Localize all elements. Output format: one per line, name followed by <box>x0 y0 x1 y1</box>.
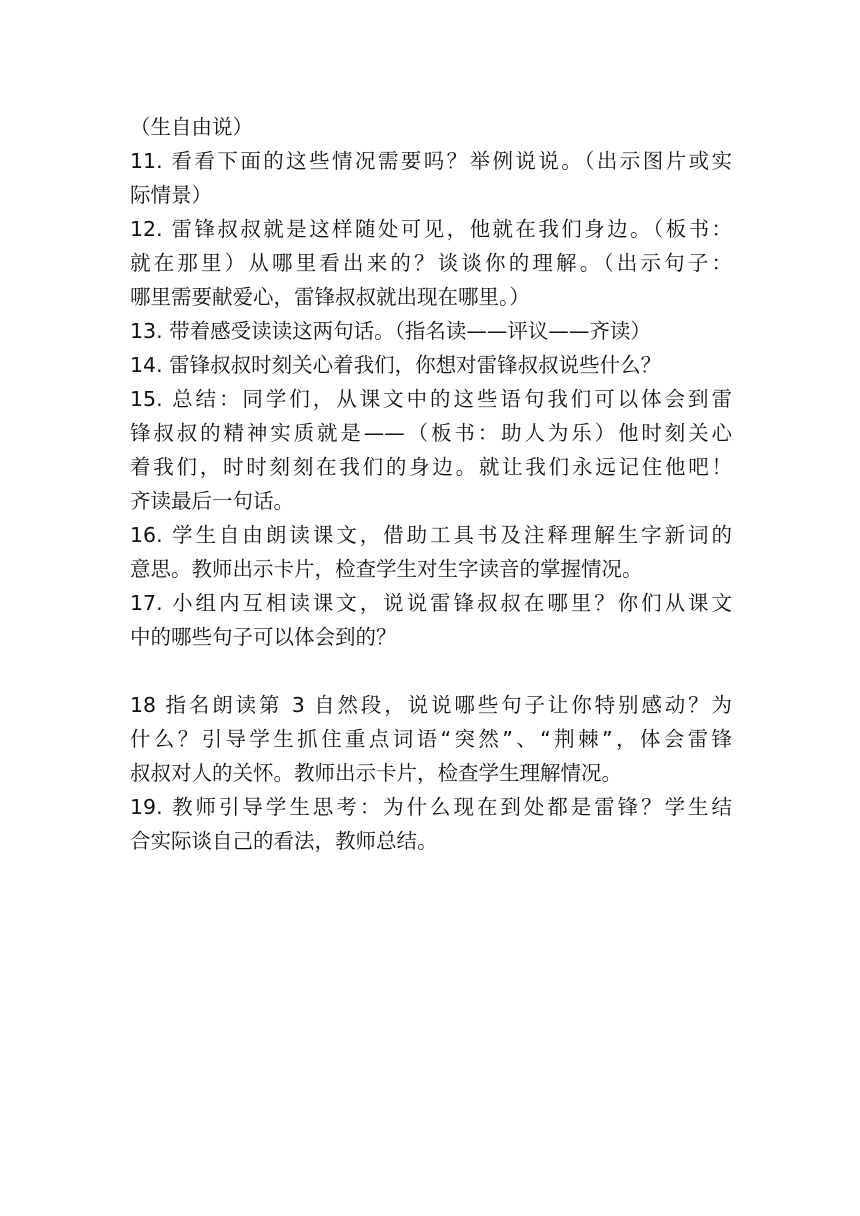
text-line: 际情景） <box>130 183 212 207</box>
text-line: 锋叔叔的精神实质就是——（板书：助人为乐）他时刻关心 <box>130 421 732 445</box>
text-line: 18 指名朗读第 3 自然段，说说哪些句子让你特别感动？为 <box>130 693 732 717</box>
paragraph-item-19 <box>130 790 732 858</box>
text-line: 19. 教师引导学生思考：为什么现在到处都是雷锋？学生结 <box>130 795 732 819</box>
paragraph-item-11 <box>130 144 732 212</box>
paragraph-item-18 <box>130 688 732 790</box>
text-line: 15. 总结：同学们，从课文中的这些语句我们可以体会到雷 <box>130 387 732 411</box>
paragraph-item-13 <box>130 314 732 348</box>
text-line: 14. 雷锋叔叔时刻关心着我们，你想对雷锋叔叔说些什么？ <box>130 353 662 377</box>
text-line: 就在那里）从哪里看出来的？谈谈你的理解。（出示句子： <box>130 251 732 275</box>
paragraph-item-17 <box>130 586 732 654</box>
blank-line <box>130 654 732 688</box>
text-line: 叔叔对人的关怀。教师出示卡片，检查学生理解情况。 <box>130 761 622 785</box>
paragraph-item-12 <box>130 212 732 314</box>
text-line: 着我们，时时刻刻在我们的身边。就让我们永远记住他吧！ <box>130 455 732 479</box>
paragraph-item-15 <box>130 382 732 518</box>
text-line: 齐读最后一句话。 <box>130 489 294 513</box>
text-line: 12. 雷锋叔叔就是这样随处可见，他就在我们身边。（板书： <box>130 217 732 241</box>
text-line: 13. 带着感受读读这两句话。（指名读——评议——齐读） <box>130 319 651 343</box>
text-line: 什么？引导学生抓住重点词语“突然”、“荆棘”，体会雷锋 <box>130 727 732 751</box>
text-line: 16. 学生自由朗读课文，借助工具书及注释理解生字新词的 <box>130 523 732 547</box>
text-line: 17. 小组内互相读课文，说说雷锋叔叔在哪里？你们从课文 <box>130 591 732 615</box>
paragraph-item-16 <box>130 518 732 586</box>
document-body <box>130 110 732 858</box>
text-line: 意思。教师出示卡片，检查学生对生字读音的掌握情况。 <box>130 557 643 581</box>
text-line: （生自由说） <box>130 115 253 139</box>
text-line: 中的哪些句子可以体会到的？ <box>130 625 397 649</box>
paragraph-free-talk <box>130 110 732 144</box>
paragraph-item-14 <box>130 348 732 382</box>
text-line: 11. 看看下面的这些情况需要吗？举例说说。（出示图片或实 <box>130 149 732 173</box>
text-line: 哪里需要献爱心，雷锋叔叔就出现在哪里。） <box>130 285 530 309</box>
text-line: 合实际谈自己的看法，教师总结。 <box>130 829 438 853</box>
